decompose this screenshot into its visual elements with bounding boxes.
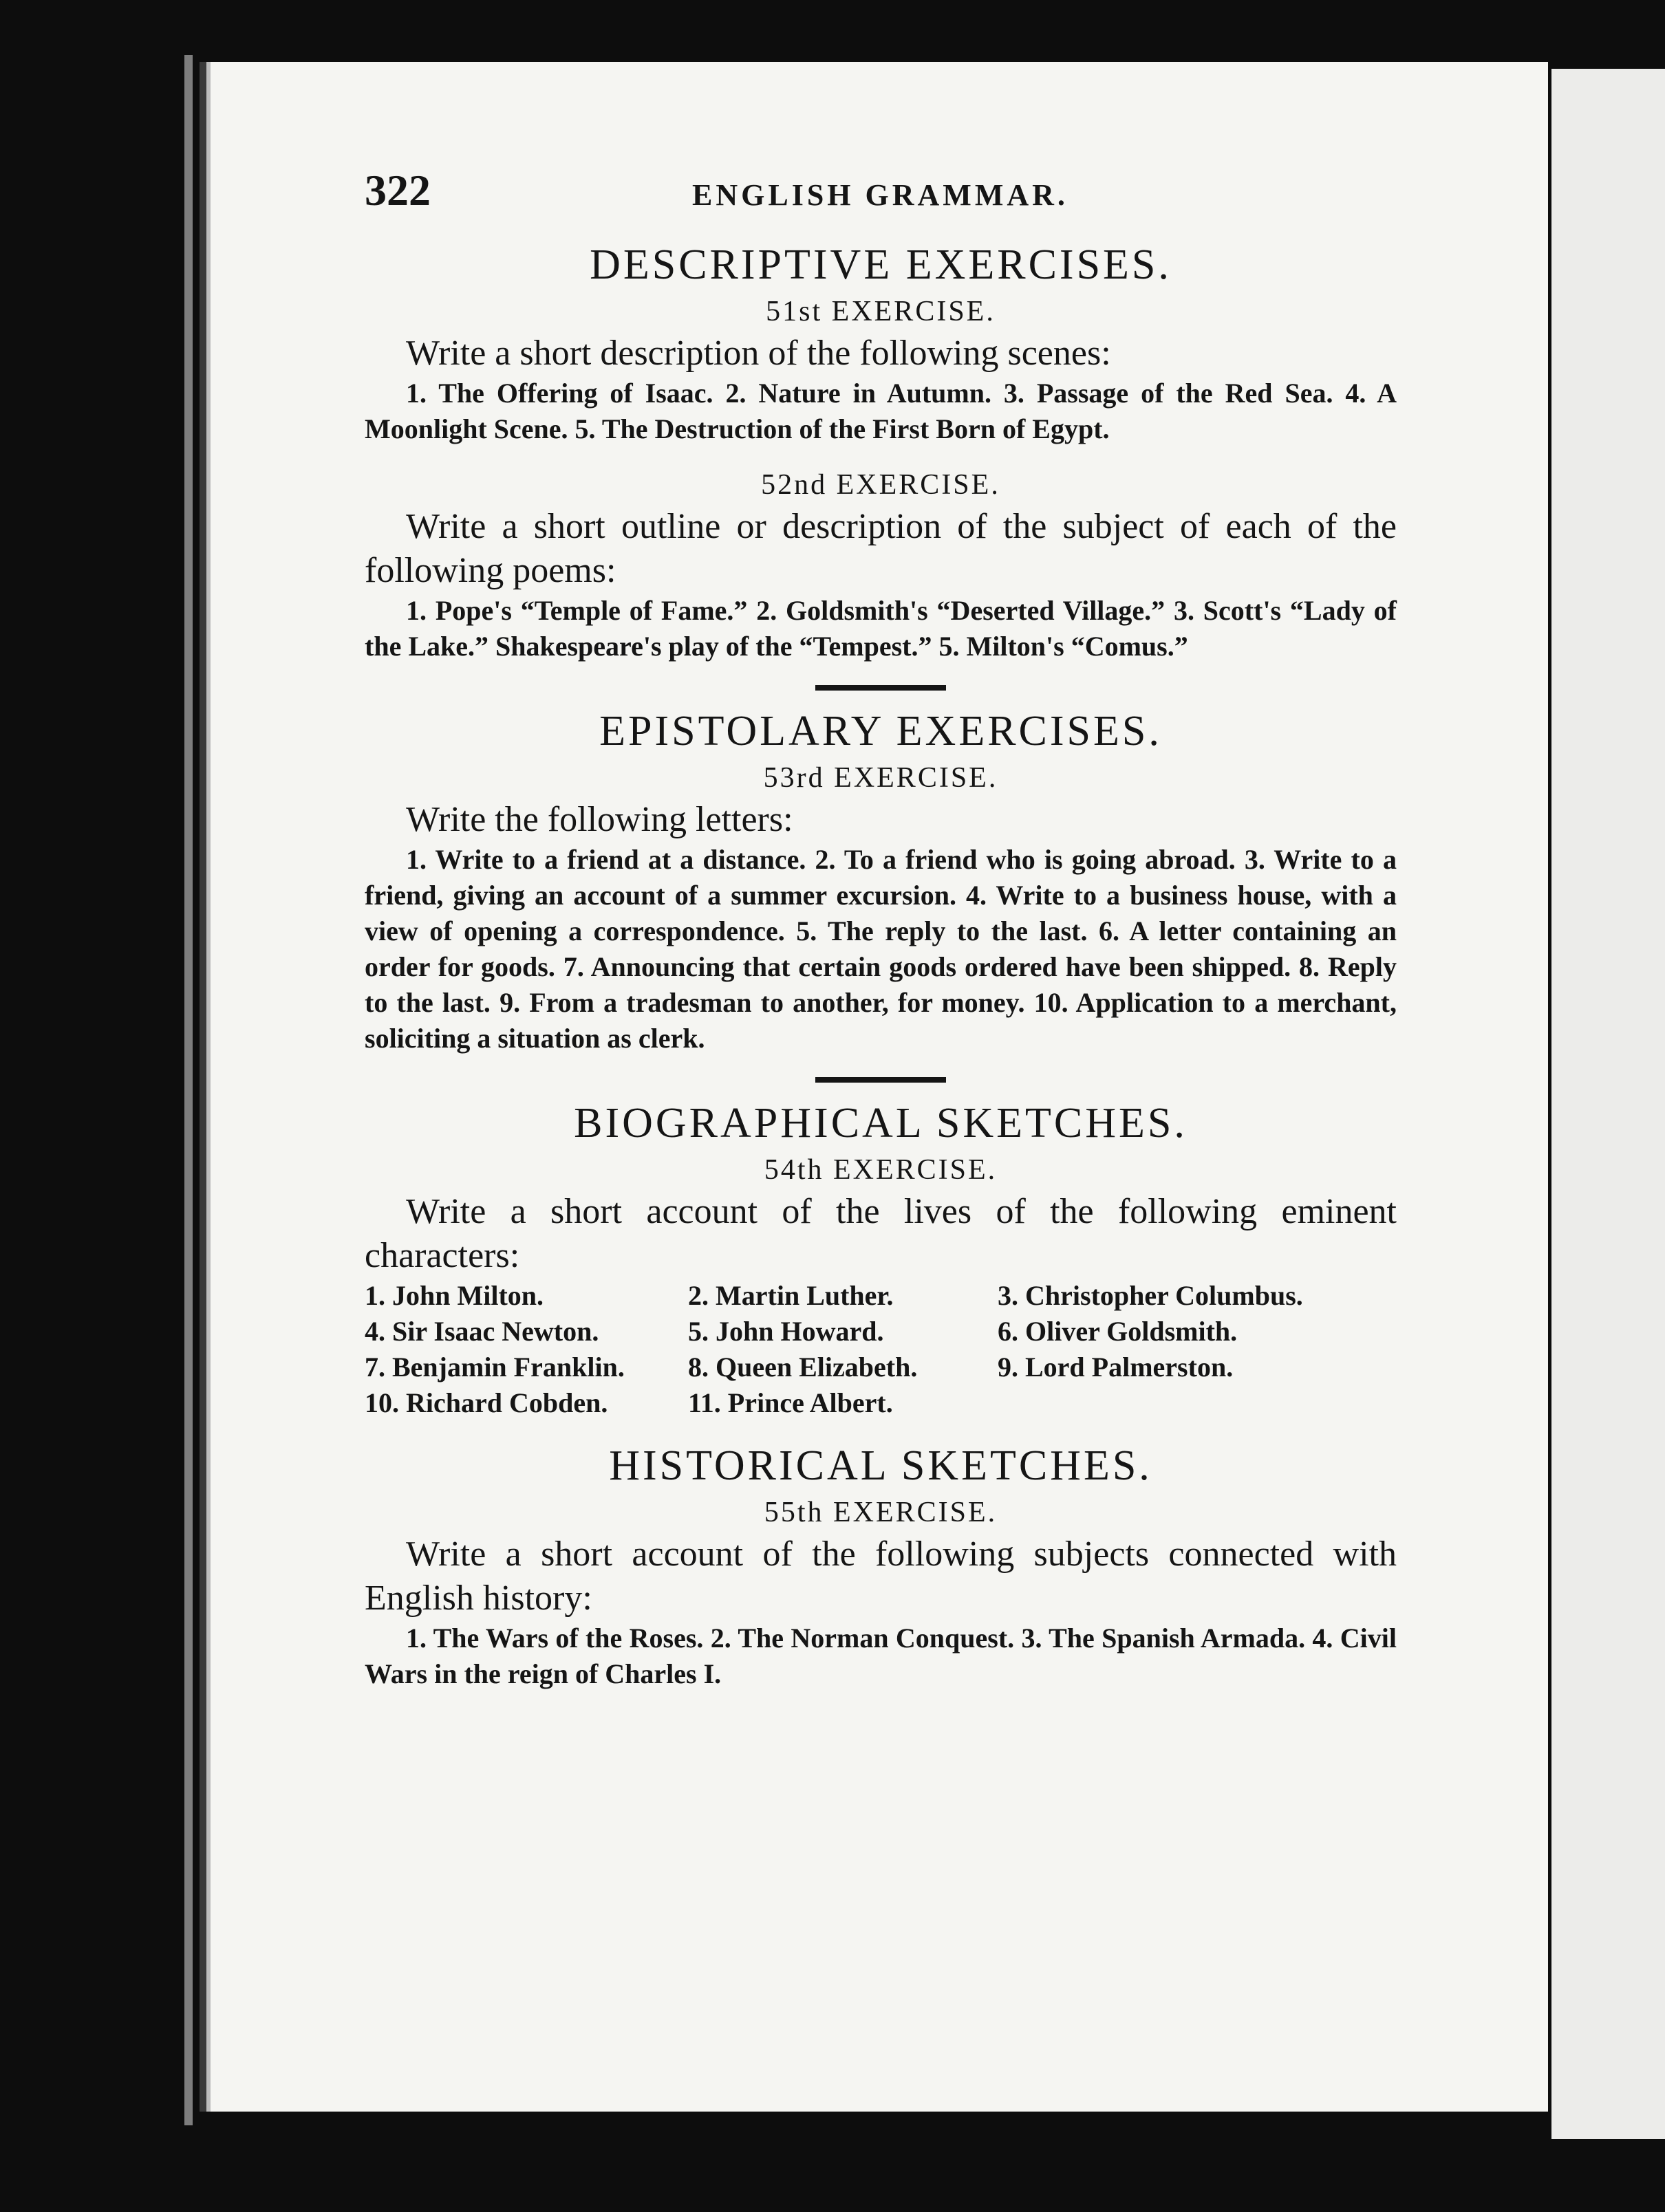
exercise-55-instruction: Write a short account of the following subjects connected with English history: [365,1535,1397,1618]
exercise-52-body: 1. Pope's “Temple of Fame.” 2. Goldsmith's “Deserted Village.” 3. Scott's “Lady of the Lake.” Shakespeare's play of the “Tempest.” 5. Milton's “Comus.” [365,595,1397,662]
list-item: 6. Oliver Goldsmith. [998,1316,1238,1347]
exercise-52-instruction: Write a short outline or description of the subject of each of the following poems: [365,507,1397,590]
exercise-54-label: 54th EXERCISE. [764,1154,998,1186]
exercise-54-instruction: Write a short account of the lives of the following eminent characters: [365,1192,1397,1275]
running-header [365,165,1397,220]
list-item: 5. John Howard. [688,1316,884,1347]
book-page [200,62,1548,2112]
list-item: 3. Christopher Columbus. [998,1280,1303,1311]
list-item: 4. Sir Isaac Newton. [365,1316,599,1347]
section-heading-epistolary: EPISTOLARY EXERCISES. [599,708,1162,755]
section-heading-biographical: BIOGRAPHICAL SKETCHES. [574,1100,1188,1147]
running-title: ENGLISH GRAMMAR. [692,178,1068,212]
page-number: 322 [365,166,431,215]
exercise-53-label: 53rd EXERCISE. [763,762,998,794]
exercise-53-instruction: Write the following letters: [406,800,793,839]
page-edge [184,55,193,2125]
biography-name-list [365,1278,1397,1421]
exercise-55-body: 1. The Wars of the Roses. 2. The Norman Conquest. 3. The Spanish Armada. 4. Civil Wars in the reign of Charles I. [365,1623,1397,1689]
facing-page-edge [1551,69,1665,2139]
list-item: 2. Martin Luther. [688,1280,894,1311]
page-text [365,165,1397,1692]
list-item: 11. Prince Albert. [688,1387,893,1418]
exercise-51-instruction: Write a short description of the following scenes: [406,334,1111,373]
exercise-51-label: 51st EXERCISE. [766,296,996,327]
section-heading-historical: HISTORICAL SKETCHES. [609,1442,1152,1489]
list-item: 8. Queen Elizabeth. [688,1352,918,1382]
section-divider [815,685,946,691]
exercise-53-body: 1. Write to a friend at a distance. 2. To a friend who is going abroad. 3. Write to a friend, giving an account of a summer excursion. 4. Write to a business house, with a view of opening a correspondence. 5. The reply to the last. 6. A letter containing an order for goods. 7. Announcing that certain goods ordered have been shipped. 8. Reply to the last. 9. From a tradesman to another, for money. 10. Application to a merchant, soliciting a situation as clerk. [365,844,1397,1054]
exercise-55-label: 55th EXERCISE. [764,1497,998,1528]
list-item [998,1385,1397,1421]
list-item: 1. John Milton. [365,1280,544,1311]
section-heading-descriptive: DESCRIPTIVE EXERCISES. [590,241,1172,288]
exercise-51-body: 1. The Offering of Isaac. 2. Nature in Autumn. 3. Passage of the Red Sea. 4. A Moonlight Scene. 5. The Destruction of the First Born of Egypt. [365,378,1397,444]
section-divider [815,1077,946,1083]
list-item: 7. Benjamin Franklin. [365,1352,625,1382]
exercise-52-label: 52nd EXERCISE. [761,469,1000,501]
list-item: 10. Richard Cobden. [365,1387,608,1418]
list-item: 9. Lord Palmerston. [998,1352,1234,1382]
